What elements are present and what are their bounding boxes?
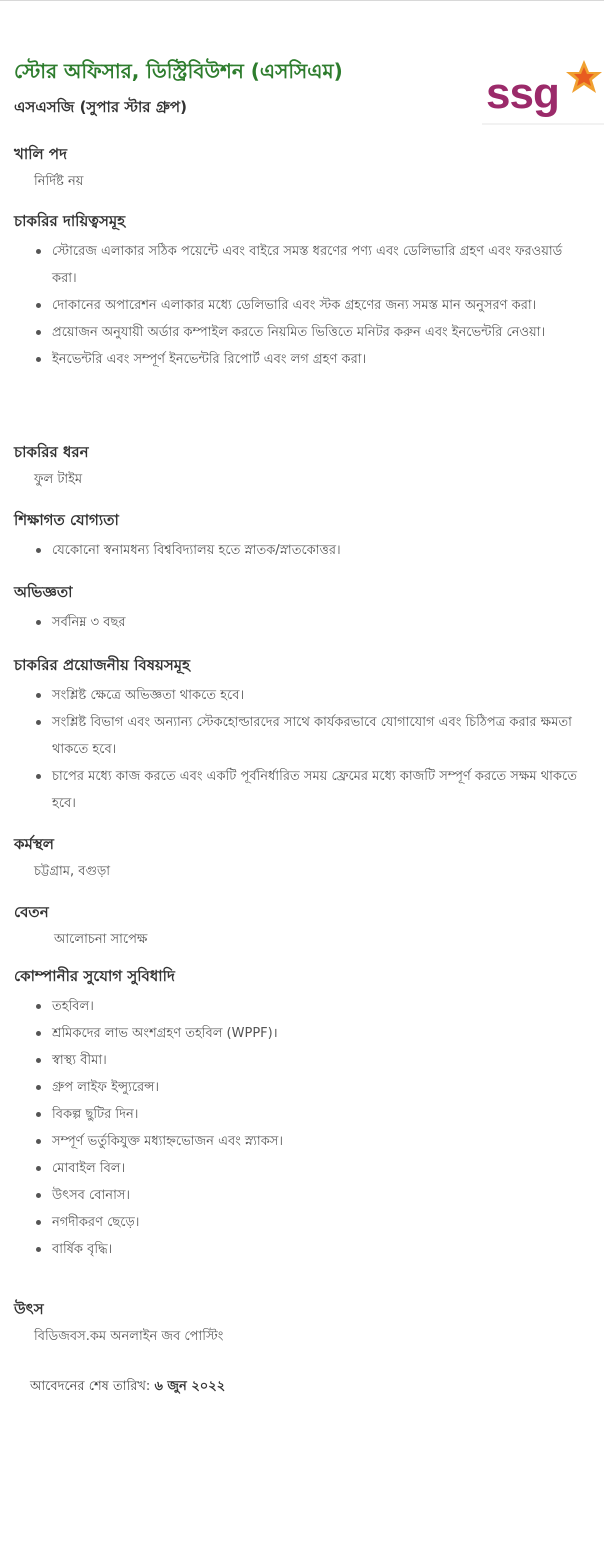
- source-value: বিডিজবস.কম অনলাইন জব পোস্টিং: [34, 1329, 224, 1344]
- list-item: তহবিল।: [52, 993, 594, 1020]
- section-benefits: [14, 965, 594, 1263]
- experience-heading: অভিজ্ঞতা: [14, 583, 73, 601]
- list-item: বার্ষিক বৃদ্ধি।: [52, 1236, 594, 1263]
- svg-text:ssg: ssg: [486, 69, 559, 118]
- list-item: সংশ্লিষ্ট বিভাগ এবং অন্যান্য স্টেকহোল্ডারদের সাথে কার্যকরভাবে যোগাযোগ এবং চিঠিপত্র করার ক্ষমতা থাকতে হবে।: [52, 709, 594, 763]
- deadline-date: ৬ জুন ২০২২: [154, 1379, 226, 1394]
- list-item: যেকোনো স্বনামধন্য বিশ্ববিদ্যালয় হতে স্নাতক/স্নাতকোত্তর।: [52, 537, 594, 564]
- list-item: সংশ্লিষ্ট ক্ষেত্রে অভিজ্ঞতা থাকতে হবে।: [52, 682, 594, 709]
- section-vacancy: [14, 143, 594, 193]
- section-responsibilities: [14, 210, 594, 373]
- list-item: বিকল্প ছুটির দিন।: [52, 1101, 594, 1128]
- list-item: মোবাইল বিল।: [52, 1155, 594, 1182]
- salary-heading: বেতন: [14, 903, 49, 921]
- section-source: [14, 1298, 594, 1348]
- section-experience: [14, 581, 594, 636]
- ssg-logo-icon: [482, 56, 604, 126]
- list-item: শ্রমিকদের লাভ অংশগ্রহণ তহবিল (WPPF)।: [52, 1020, 594, 1047]
- job-title: স্টোর অফিসার, ডিস্ট্রিবিউশন (এসসিএম): [14, 59, 343, 83]
- experience-list: [14, 609, 594, 636]
- location-value: চট্টগ্রাম, বগুড়া: [34, 864, 111, 879]
- list-item: গ্রুপ লাইফ ইন্স্যুরেন্স।: [52, 1074, 594, 1101]
- list-item: উৎসব বোনাস।: [52, 1182, 594, 1209]
- list-item: নগদীকরণ ছেড়ে।: [52, 1209, 594, 1236]
- list-item: ইনভেন্টরি এবং সম্পূর্ণ ইনভেন্টরি রিপোর্ট এবং লগ গ্রহণ করা।: [52, 346, 594, 373]
- job-type-heading: চাকরির ধরন: [14, 443, 89, 461]
- vacancy-heading: খালি পদ: [14, 145, 67, 163]
- location-heading: কর্মস্থল: [14, 835, 54, 853]
- job-type-value: ফুল টাইম: [34, 472, 83, 487]
- section-job-type: [14, 441, 594, 491]
- company-name: এসএসজি (সুপার স্টার গ্রুপ): [14, 98, 187, 116]
- requirements-list: [14, 682, 594, 817]
- list-item: প্রয়োজন অনুযায়ী অর্ডার কম্পাইল করতে নিয়মিত ভিত্তিতে মনিটর করুন এবং ইনভেন্টরি নেওয়া।: [52, 319, 594, 346]
- list-item: সম্পূর্ণ ভর্তুকিযুক্ত মধ্যাহ্নভোজন এবং স্ন্যাকস।: [52, 1128, 594, 1155]
- education-list: [14, 537, 594, 564]
- education-heading: শিক্ষাগত যোগ্যতা: [14, 511, 119, 529]
- section-requirements: [14, 654, 594, 817]
- application-deadline: [30, 1376, 225, 1398]
- responsibilities-list: [14, 238, 594, 373]
- section-salary: [14, 901, 594, 951]
- list-item: স্টোরেজ এলাকার সঠিক পয়েন্টে এবং বাইরে সমস্ত ধরণের পণ্য এবং ডেলিভারি গ্রহণ এবং ফরওয়ার্ড করা।: [52, 238, 594, 292]
- benefits-heading: কোম্পানীর সুযোগ সুবিধাদি: [14, 967, 175, 985]
- benefits-list: [14, 993, 594, 1263]
- list-item: সর্বনিম্ন ৩ বছর: [52, 609, 594, 636]
- salary-value: আলোচনা সাপেক্ষ: [54, 932, 148, 947]
- responsibilities-heading: চাকরির দায়িত্বসমূহ: [14, 212, 126, 230]
- deadline-label: আবেদনের শেষ তারিখ:: [30, 1379, 151, 1394]
- requirements-heading: চাকরির প্রয়োজনীয় বিষয়সমূহ: [14, 656, 190, 674]
- list-item: দোকানের অপারেশন এলাকার মধ্যে ডেলিভারি এবং স্টক গ্রহণের জন্য সমস্ত মান অনুসরণ করা।: [52, 292, 594, 319]
- list-item: চাপের মধ্যে কাজ করতে এবং একটি পূর্বনির্ধারিত সময় ফ্রেমের মধ্যে কাজটি সম্পূর্ণ করতে সক্ষম থাকতে হবে।: [52, 763, 594, 817]
- list-item: স্বাস্থ্য বীমা।: [52, 1047, 594, 1074]
- section-location: [14, 833, 594, 883]
- vacancy-value: নির্দিষ্ট নয়: [34, 174, 84, 189]
- company-logo: [482, 56, 604, 126]
- source-heading: উৎস: [14, 1300, 44, 1318]
- top-divider: [0, 0, 604, 1]
- section-education: [14, 509, 594, 564]
